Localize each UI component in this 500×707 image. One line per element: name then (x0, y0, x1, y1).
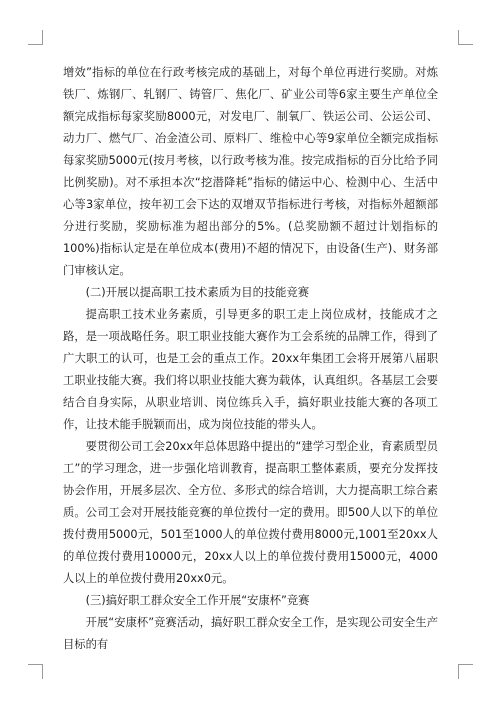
section-heading-skills-competition: (二)开展以提高职工技术素质为目的技能竞赛 (85, 286, 310, 299)
crop-mark-bottom-right (458, 664, 473, 679)
paragraph-training-funding: 要贯彻公司工会20xx年总体思路中提出的“建学习型企业，育素质型员工”的学习理念，进一步强化培训教育，提高职工整体素质，要充分发挥技协会作用，开展多层次、全方位、多形式的综合培训，大力提高职工综合素质。公司工会对开展技能竞赛的单位拨付一定的费用。即500人以下的单位拨付费用5000元，501至1000人的单位拨付费用8000元,1001至20xx人的单位拨付费用10000元，20xx人以上的单位拨付费用15000元，4000人以上的单位拨付费用20xx0元。 (63, 440, 438, 585)
crop-mark-top-right (458, 30, 473, 45)
section-heading-safety-competition: (三)搞好职工群众安全工作开展“安康杯”竞赛 (85, 594, 310, 607)
paragraph-safety-competition: 开展“安康杯”竞赛活动，搞好职工群众安全工作，是实现公司安全生产目标的有 (63, 616, 438, 651)
document-body (63, 62, 438, 656)
paragraph-reward-details: 增效”指标的单位在行政考核完成的基础上，对每个单位再进行奖励。对炼铁厂、炼钢厂、轧钢厂、铸管厂、焦化厂、矿业公司等6家主要生产单位全额完成指标每家奖励8000元，对发电厂、制氧厂、铁运公司、公运公司、动力厂、燃气厂、冶金渣公司、原料厂、维检中心等9家单位全额完成指标每家奖励5000元(按月考核，以行政考核为准。按完成指标的百分比给予同比例奖励)。对不承担本次“挖潜降耗”指标的储运中心、检测中心、生活中心等3家单位，按年初工会下达的双增双节指标进行考核，对指标外超额部分进行奖励，奖励标准为超出部分的5%。(总奖励额不超过计划指标的100%)指标认定是在单位成本(费用)不超的情况下，由设备(生产)、财务部门审核认定。 (63, 66, 438, 277)
crop-mark-bottom-left (28, 664, 43, 679)
paragraph-skills-competition: 提高职工技术业务素质，引导更多的职工走上岗位成材，技能成才之路，是一项战略任务。职工职业技能大赛作为工会系统的品牌工作，得到了广大职工的认可，也是工会的重点工作。20xx年集团工会将开展第八届职工职业技能大赛。我们将以职业技能大赛为载体，认真组织。各基层工会要结合自身实际，从职业培训、岗位练兵入手，搞好职业技能大赛的各项工作，让技术能手脱颖而出，成为岗位技能的带头人。 (63, 308, 438, 431)
crop-mark-top-left (28, 30, 43, 45)
